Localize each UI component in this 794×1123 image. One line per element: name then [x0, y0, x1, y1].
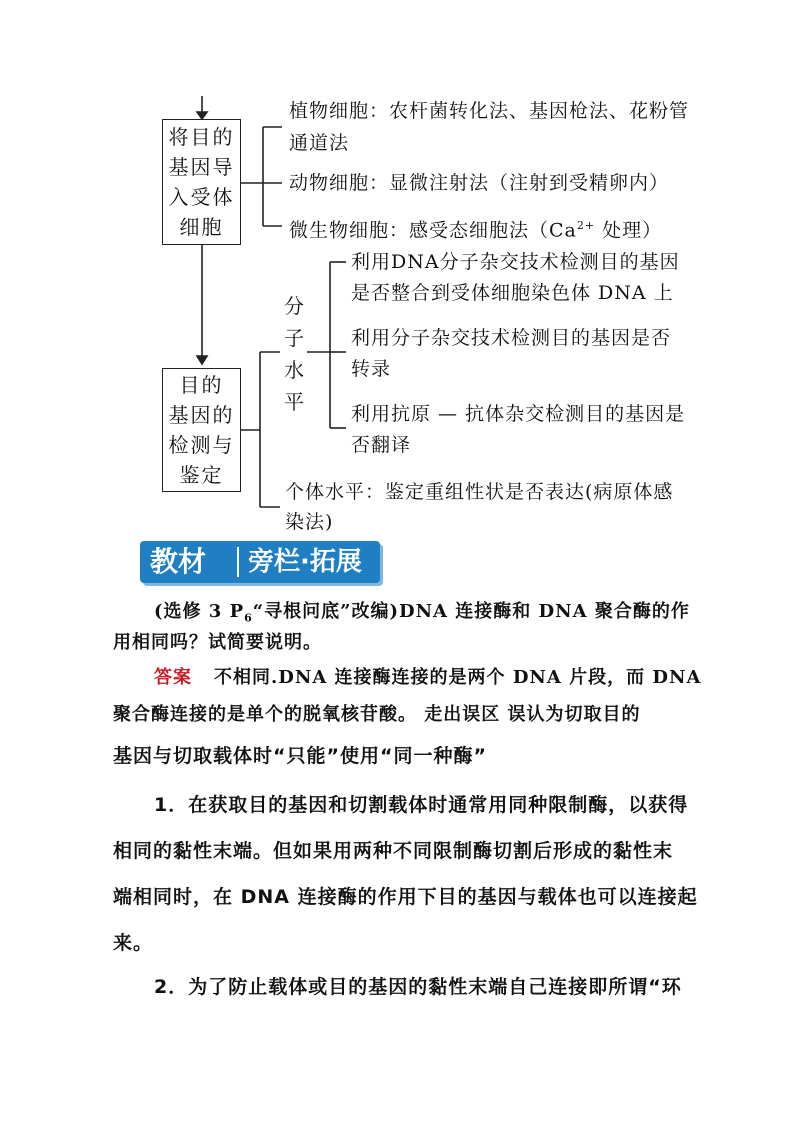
dna-hybridization-line-2: 是否整合到受体细胞染色体 DNA 上 — [351, 282, 674, 304]
body-line-2: 1．在获取目的基因和切割载体时通常用同种限制酶，以获得 — [154, 794, 689, 816]
banner-left-label: 教材 — [150, 545, 207, 578]
body-line-3: 相同的黏性末端。但如果用两种不同限制酶切割后形成的黏性末 — [113, 840, 674, 862]
body-line-1: 基因与切取载体时“只能”使用“同一种酶” — [113, 745, 487, 767]
box2-line-3: 检测与 — [168, 433, 235, 457]
answer-line-2: 聚合酶连接的是单个的脱氧核苷酸。 走出误区 误认为切取目的 — [113, 704, 641, 725]
banner-divider — [237, 547, 239, 577]
question-line-2: 用相同吗？试简要说明。 — [113, 632, 322, 653]
box1-line-4: 细胞 — [179, 215, 224, 239]
body-line-4: 端相同时，在 DNA 连接酶的作用下目的基因与载体也可以连接起 — [113, 886, 698, 908]
answer-label: 答案 — [154, 667, 192, 688]
molecular-char-4: 平 — [284, 390, 304, 414]
box2-line-2: 基因的 — [168, 403, 235, 427]
microbe-text-post: 处理） — [595, 219, 663, 242]
box2-line-4: 鉴定 — [179, 463, 224, 487]
translation-line-1: 利用抗原 — 抗体杂交检测目的基因是 — [351, 403, 686, 425]
molecular-char-3: 水 — [284, 358, 304, 382]
individual-level-line-1: 个体水平：鉴定重组性状是否表达(病原体感 — [285, 481, 674, 503]
box1-line-2: 基因导 — [168, 155, 235, 179]
body-line-5: 来。 — [113, 932, 154, 954]
body-line-6: 2．为了防止载体或目的基因的黏性末端自己连接即所谓“环 — [154, 976, 682, 998]
box1-line-3: 入受体 — [168, 185, 235, 209]
plant-cell-line-1: 植物细胞：农杆菌转化法、基因枪法、花粉管 — [289, 100, 690, 122]
microbe-cell-line — [289, 211, 662, 245]
translation-line-2: 否翻译 — [351, 434, 412, 456]
dna-hybridization-line-1: 利用DNA分子杂交技术检测目的基因 — [351, 251, 680, 273]
transcription-line-1: 利用分子杂交技术检测目的基因是否 — [351, 327, 672, 349]
box-detect-target-gene — [162, 368, 241, 492]
answer-line-1 — [154, 663, 701, 689]
question-line-1 — [154, 597, 690, 625]
transcription-line-2: 转录 — [351, 358, 392, 380]
molecular-char-2: 子 — [284, 326, 304, 350]
individual-level-line-2: 染法) — [285, 511, 334, 533]
microbe-text-pre: 微生物细胞：感受态细胞法（Ca — [289, 219, 577, 242]
question-subscript: 6 — [244, 611, 253, 625]
box1-line-1: 将目的 — [168, 125, 235, 149]
plant-cell-line-2: 通道法 — [289, 132, 350, 154]
molecular-char-1: 分 — [284, 294, 304, 318]
banner-right-label: 旁栏·拓展 — [248, 547, 362, 577]
question-text: “寻根问底”改编)DNA 连接酶和 DNA 聚合酶的作 — [252, 601, 690, 622]
molecular-level-label — [282, 290, 306, 418]
animal-cell-line: 动物细胞：显微注射法（注射到受精卵内） — [289, 172, 670, 194]
calcium-superscript: 2+ — [576, 219, 596, 232]
section-banner — [140, 541, 380, 583]
box2-line-1: 目的 — [179, 373, 224, 397]
answer-text-1: 不相同.DNA 连接酶连接的是两个 DNA 片段，而 DNA — [214, 667, 702, 688]
box-import-target-gene — [162, 119, 241, 245]
question-prefix: (选修 3 P — [154, 601, 245, 622]
